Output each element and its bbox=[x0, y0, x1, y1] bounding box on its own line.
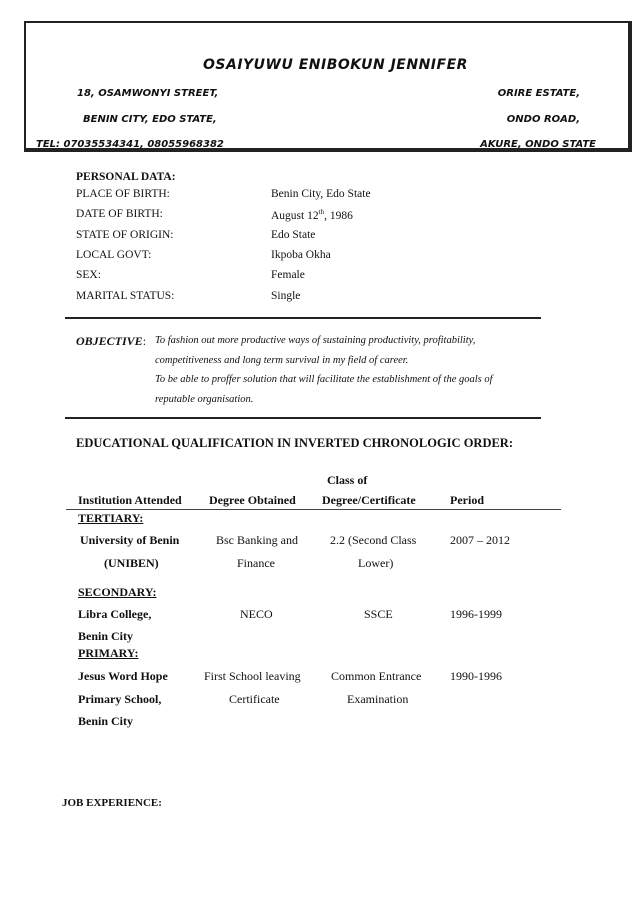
divider-top bbox=[65, 317, 541, 319]
sex-label: SEX: bbox=[76, 269, 101, 281]
primary-institution-1: Jesus Word Hope bbox=[78, 669, 168, 683]
objective-line-3: To be able to proffer solution that will facilitate the establishment of the goals of bbox=[155, 374, 493, 385]
tertiary-label: TERTIARY: bbox=[78, 511, 144, 525]
primary-degree-2: Certificate bbox=[229, 692, 280, 706]
personal-data-heading: PERSONAL DATA: bbox=[76, 171, 176, 183]
tertiary-institution-1: University of Benin bbox=[80, 533, 180, 547]
left-address-line-2: BENIN CITY, EDO STATE, bbox=[83, 114, 217, 125]
objective-line-2: competitiveness and long term survival in my field of career. bbox=[155, 355, 409, 366]
col-class-top: Class of bbox=[327, 473, 368, 487]
divider-bottom bbox=[65, 417, 541, 419]
tertiary-degree-2: Finance bbox=[237, 556, 275, 570]
marital-value: Single bbox=[271, 290, 301, 302]
tertiary-class-1: 2.2 (Second Class bbox=[330, 533, 417, 547]
education-heading: EDUCATIONAL QUALIFICATION IN INVERTED CHRONOLOGIC ORDER: bbox=[76, 436, 513, 450]
tertiary-class-2: Lower) bbox=[358, 556, 394, 570]
marital-label: MARITAL STATUS: bbox=[76, 290, 175, 302]
job-experience-heading: JOB EXPERIENCE: bbox=[62, 797, 162, 809]
primary-class-1: Common Entrance bbox=[331, 669, 422, 683]
pob-value: Benin City, Edo State bbox=[271, 188, 371, 200]
secondary-period: 1996-1999 bbox=[450, 607, 502, 621]
secondary-degree: NECO bbox=[240, 607, 273, 621]
state-label: STATE OF ORIGIN: bbox=[76, 229, 174, 241]
table-header-rule bbox=[66, 509, 561, 510]
primary-class-2: Examination bbox=[347, 692, 409, 706]
objective-line-1: To fashion out more productive ways of sustaining productivity, profitability, bbox=[155, 335, 476, 346]
col-class-bottom: Degree/Certificate bbox=[322, 493, 416, 507]
secondary-class: SSCE bbox=[364, 607, 393, 621]
tertiary-period: 2007 – 2012 bbox=[450, 533, 510, 547]
primary-institution-3: Benin City bbox=[78, 714, 134, 728]
col-degree: Degree Obtained bbox=[209, 493, 296, 507]
secondary-institution-1: Libra College, bbox=[78, 607, 152, 621]
col-institution: Institution Attended bbox=[78, 493, 182, 507]
tertiary-degree-1: Bsc Banking and bbox=[216, 533, 298, 547]
dob-value: August 12th, 1986 bbox=[271, 208, 353, 222]
phone-line: TEL: 07035534341, 08055968382 bbox=[36, 139, 224, 150]
col-period: Period bbox=[450, 493, 484, 507]
lga-label: LOCAL GOVT: bbox=[76, 249, 152, 261]
state-value: Edo State bbox=[271, 229, 316, 241]
objective-label: OBJECTIVE: bbox=[76, 334, 147, 348]
dob-label: DATE OF BIRTH: bbox=[76, 208, 163, 220]
right-address-line-2: ONDO ROAD, bbox=[506, 114, 580, 125]
primary-institution-2: Primary School, bbox=[78, 692, 162, 706]
objective-line-4: reputable organisation. bbox=[155, 394, 254, 405]
left-address-line-1: 18, OSAMWONYI STREET, bbox=[77, 88, 219, 99]
tertiary-institution-2: (UNIBEN) bbox=[104, 556, 159, 570]
secondary-institution-2: Benin City bbox=[78, 629, 134, 643]
primary-degree-1: First School leaving bbox=[204, 669, 301, 683]
primary-period: 1990-1996 bbox=[450, 669, 502, 683]
lga-value: Ikpoba Okha bbox=[271, 249, 331, 261]
right-address-line-3: AKURE, ONDO STATE bbox=[480, 139, 596, 150]
right-address-line-1: ORIRE ESTATE, bbox=[497, 88, 580, 99]
header-box bbox=[24, 21, 632, 152]
sex-value: Female bbox=[271, 269, 305, 281]
pob-label: PLACE OF BIRTH: bbox=[76, 188, 170, 200]
primary-label: PRIMARY: bbox=[78, 646, 139, 660]
secondary-label: SECONDARY: bbox=[78, 585, 157, 599]
applicant-name: OSAIYUWU ENIBOKUN JENNIFER bbox=[203, 57, 468, 73]
